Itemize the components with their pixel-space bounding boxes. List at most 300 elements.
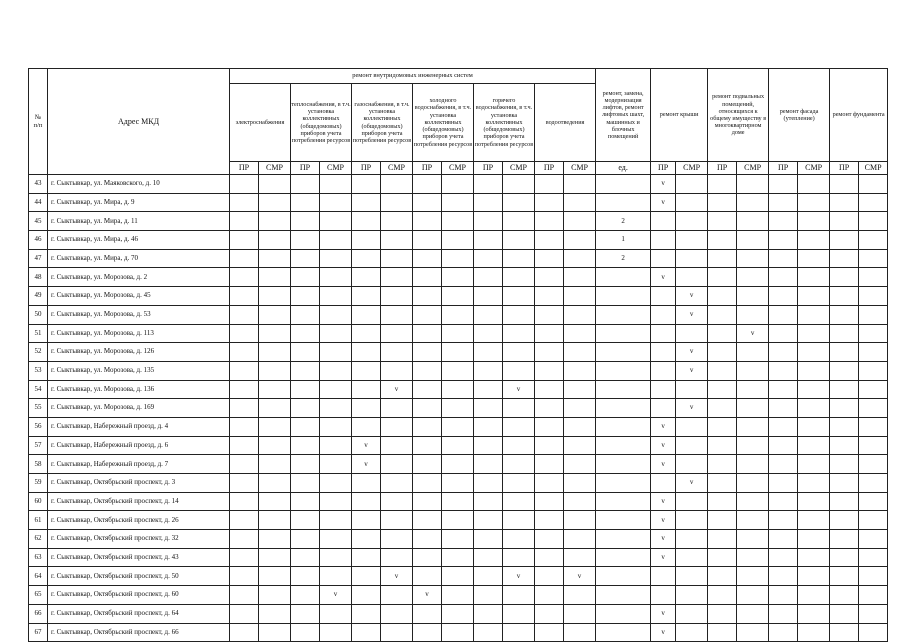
row-cell bbox=[474, 361, 503, 380]
row-cell bbox=[708, 492, 737, 511]
row-address: г. Сыктывкар, Октябрьский проспект, д. 64 bbox=[48, 604, 230, 623]
row-cell bbox=[291, 249, 320, 268]
row-cell bbox=[859, 530, 888, 549]
row-cell bbox=[769, 175, 798, 194]
row-cell bbox=[535, 417, 564, 436]
row-cell bbox=[596, 455, 651, 474]
row-cell bbox=[676, 417, 708, 436]
repair-schedule-table bbox=[28, 68, 888, 642]
row-cell bbox=[381, 511, 413, 530]
row-cell bbox=[798, 324, 830, 343]
subheader-smr: СМР bbox=[798, 162, 830, 175]
row-cell bbox=[737, 380, 769, 399]
row-cell bbox=[564, 604, 596, 623]
row-cell bbox=[676, 548, 708, 567]
row-cell bbox=[798, 361, 830, 380]
row-cell bbox=[859, 474, 888, 493]
row-cell bbox=[291, 604, 320, 623]
row-cell bbox=[291, 193, 320, 212]
row-cell bbox=[259, 511, 291, 530]
row-cell bbox=[320, 193, 352, 212]
subheader-smr: СМР bbox=[503, 162, 535, 175]
row-cell bbox=[596, 380, 651, 399]
row-cell bbox=[413, 231, 442, 250]
row-cell bbox=[859, 455, 888, 474]
row-cell bbox=[564, 474, 596, 493]
row-cell bbox=[859, 343, 888, 362]
row-cell bbox=[830, 417, 859, 436]
row-cell bbox=[442, 548, 474, 567]
row-cell bbox=[596, 567, 651, 586]
row-cell bbox=[535, 361, 564, 380]
row-cell bbox=[352, 492, 381, 511]
subheader-pr: ПР bbox=[830, 162, 859, 175]
row-cell bbox=[503, 455, 535, 474]
row-cell bbox=[769, 305, 798, 324]
row-cell bbox=[737, 530, 769, 549]
row-cell bbox=[230, 417, 259, 436]
row-cell bbox=[320, 268, 352, 287]
row-cell bbox=[352, 287, 381, 306]
subheader-smr: СМР bbox=[381, 162, 413, 175]
row-cell bbox=[474, 511, 503, 530]
row-cell bbox=[651, 305, 676, 324]
row-cell bbox=[708, 212, 737, 231]
row-cell bbox=[503, 530, 535, 549]
header-sewer: водоотведения bbox=[535, 84, 596, 162]
row-cell bbox=[381, 249, 413, 268]
row-cell bbox=[230, 231, 259, 250]
row-cell bbox=[830, 567, 859, 586]
row-address: г. Сыктывкар, Октябрьский проспект, д. 50 bbox=[48, 567, 230, 586]
row-cell bbox=[413, 287, 442, 306]
row-cell bbox=[230, 586, 259, 605]
row-cell bbox=[596, 287, 651, 306]
row-cell bbox=[564, 231, 596, 250]
row-cell bbox=[769, 474, 798, 493]
row-cell bbox=[564, 380, 596, 399]
row-cell bbox=[474, 586, 503, 605]
row-cell bbox=[474, 268, 503, 287]
row-cell bbox=[676, 193, 708, 212]
row-cell bbox=[769, 249, 798, 268]
row-cell bbox=[769, 530, 798, 549]
row-cell bbox=[442, 604, 474, 623]
row-cell: v bbox=[320, 586, 352, 605]
row-cell bbox=[230, 343, 259, 362]
row-number: 51 bbox=[29, 324, 48, 343]
row-cell bbox=[596, 305, 651, 324]
row-cell bbox=[737, 604, 769, 623]
row-cell bbox=[798, 474, 830, 493]
row-cell bbox=[381, 361, 413, 380]
row-cell bbox=[535, 399, 564, 418]
row-cell bbox=[503, 193, 535, 212]
row-cell bbox=[564, 287, 596, 306]
row-cell bbox=[259, 380, 291, 399]
row-cell bbox=[859, 586, 888, 605]
header-heat: теплоснабжения, в т.ч. установка коллективных (общедомовых) приборов учета потребления ресурсов bbox=[291, 84, 352, 162]
row-address: г. Сыктывкар, Октябрьский проспект, д. 43 bbox=[48, 548, 230, 567]
table-row bbox=[29, 361, 888, 380]
row-cell bbox=[564, 175, 596, 194]
row-cell bbox=[413, 511, 442, 530]
row-cell bbox=[535, 324, 564, 343]
row-cell bbox=[442, 436, 474, 455]
row-cell bbox=[596, 343, 651, 362]
row-cell bbox=[798, 380, 830, 399]
row-address: г. Сыктывкар, ул. Морозова, д. 136 bbox=[48, 380, 230, 399]
row-cell: v bbox=[381, 380, 413, 399]
row-cell bbox=[859, 361, 888, 380]
row-cell bbox=[230, 530, 259, 549]
row-cell bbox=[535, 548, 564, 567]
row-cell bbox=[291, 324, 320, 343]
row-cell bbox=[259, 567, 291, 586]
row-cell bbox=[564, 361, 596, 380]
row-cell bbox=[320, 530, 352, 549]
row-cell bbox=[503, 361, 535, 380]
row-cell bbox=[230, 604, 259, 623]
row-cell bbox=[442, 511, 474, 530]
row-cell bbox=[708, 586, 737, 605]
row-cell bbox=[230, 399, 259, 418]
row-cell: v bbox=[651, 623, 676, 642]
row-cell bbox=[676, 567, 708, 586]
row-cell bbox=[676, 231, 708, 250]
row-cell: v bbox=[676, 305, 708, 324]
row-cell bbox=[291, 287, 320, 306]
row-cell bbox=[651, 212, 676, 231]
row-cell bbox=[859, 305, 888, 324]
row-cell bbox=[859, 324, 888, 343]
row-cell: v bbox=[413, 586, 442, 605]
table-row bbox=[29, 305, 888, 324]
row-cell bbox=[352, 380, 381, 399]
row-address: г. Сыктывкар, Октябрьский проспект, д. 60 bbox=[48, 586, 230, 605]
row-number: 48 bbox=[29, 268, 48, 287]
table-row bbox=[29, 436, 888, 455]
row-cell bbox=[381, 436, 413, 455]
row-cell bbox=[503, 343, 535, 362]
row-cell bbox=[830, 474, 859, 493]
row-cell bbox=[503, 511, 535, 530]
header-basement: ремонт подвальных помещений, относящихся к общему имуществу в многоквартирном доме bbox=[708, 69, 769, 162]
row-cell bbox=[737, 623, 769, 642]
row-cell bbox=[320, 287, 352, 306]
header-no: № п/п bbox=[29, 69, 48, 175]
row-cell bbox=[381, 324, 413, 343]
table-body bbox=[29, 175, 888, 642]
table-row bbox=[29, 287, 888, 306]
row-cell bbox=[535, 436, 564, 455]
row-cell bbox=[737, 249, 769, 268]
table-row bbox=[29, 604, 888, 623]
subheader-smr: СМР bbox=[859, 162, 888, 175]
row-cell bbox=[503, 417, 535, 436]
subheader-pr: ПР bbox=[474, 162, 503, 175]
table-row bbox=[29, 567, 888, 586]
subheader-pr: ПР bbox=[291, 162, 320, 175]
row-cell bbox=[259, 175, 291, 194]
row-number: 66 bbox=[29, 604, 48, 623]
row-cell bbox=[708, 567, 737, 586]
row-cell bbox=[381, 492, 413, 511]
row-cell bbox=[474, 548, 503, 567]
row-cell bbox=[413, 492, 442, 511]
row-cell bbox=[676, 623, 708, 642]
row-cell bbox=[320, 623, 352, 642]
row-cell bbox=[859, 380, 888, 399]
row-cell bbox=[708, 604, 737, 623]
row-cell: v bbox=[352, 455, 381, 474]
row-cell bbox=[708, 530, 737, 549]
row-cell bbox=[259, 343, 291, 362]
row-cell bbox=[737, 193, 769, 212]
row-cell bbox=[798, 492, 830, 511]
row-cell bbox=[564, 548, 596, 567]
row-cell bbox=[676, 604, 708, 623]
row-cell bbox=[291, 268, 320, 287]
row-cell bbox=[535, 343, 564, 362]
row-number: 45 bbox=[29, 212, 48, 231]
row-cell bbox=[230, 193, 259, 212]
row-cell bbox=[291, 548, 320, 567]
row-cell bbox=[442, 324, 474, 343]
row-cell bbox=[676, 249, 708, 268]
row-cell bbox=[596, 324, 651, 343]
table-row bbox=[29, 623, 888, 642]
row-cell bbox=[859, 287, 888, 306]
row-cell bbox=[474, 474, 503, 493]
header-gas: газоснабжения, в т.ч. установка коллективных (общедомовых) приборов учета потребления ресурсов bbox=[352, 84, 413, 162]
row-cell bbox=[564, 623, 596, 642]
row-cell bbox=[769, 268, 798, 287]
row-cell bbox=[596, 175, 651, 194]
row-cell bbox=[798, 305, 830, 324]
row-cell bbox=[535, 530, 564, 549]
row-cell bbox=[535, 231, 564, 250]
row-cell bbox=[859, 417, 888, 436]
row-cell bbox=[830, 175, 859, 194]
row-cell bbox=[413, 417, 442, 436]
row-cell bbox=[352, 548, 381, 567]
row-cell bbox=[259, 623, 291, 642]
row-cell bbox=[259, 399, 291, 418]
row-cell bbox=[474, 249, 503, 268]
row-cell bbox=[381, 193, 413, 212]
header-roof: ремонт крыши bbox=[651, 69, 708, 162]
row-cell bbox=[651, 567, 676, 586]
row-cell bbox=[676, 492, 708, 511]
row-cell bbox=[535, 268, 564, 287]
row-address: г. Сыктывкар, Набережный проезд, д. 6 bbox=[48, 436, 230, 455]
row-cell bbox=[413, 249, 442, 268]
row-cell bbox=[259, 268, 291, 287]
row-cell: v bbox=[651, 530, 676, 549]
row-cell bbox=[859, 604, 888, 623]
row-address: г. Сыктывкар, ул. Мира, д. 11 bbox=[48, 212, 230, 231]
table-row bbox=[29, 511, 888, 530]
row-cell bbox=[291, 474, 320, 493]
row-cell bbox=[291, 380, 320, 399]
table-row bbox=[29, 231, 888, 250]
row-cell bbox=[535, 474, 564, 493]
row-cell bbox=[442, 399, 474, 418]
row-cell bbox=[708, 474, 737, 493]
row-cell bbox=[535, 455, 564, 474]
row-cell bbox=[230, 268, 259, 287]
header-facade: ремонт фасада (утепление) bbox=[769, 69, 830, 162]
row-cell bbox=[413, 455, 442, 474]
row-address: г. Сыктывкар, Октябрьский проспект, д. 32 bbox=[48, 530, 230, 549]
row-cell: v bbox=[676, 343, 708, 362]
row-cell bbox=[798, 548, 830, 567]
row-cell: v bbox=[676, 287, 708, 306]
row-cell bbox=[859, 399, 888, 418]
row-cell bbox=[676, 436, 708, 455]
row-cell bbox=[230, 436, 259, 455]
row-cell bbox=[442, 361, 474, 380]
row-number: 49 bbox=[29, 287, 48, 306]
row-cell bbox=[474, 212, 503, 231]
row-cell bbox=[535, 492, 564, 511]
row-cell bbox=[442, 530, 474, 549]
table-row bbox=[29, 492, 888, 511]
row-cell bbox=[442, 586, 474, 605]
row-cell bbox=[830, 511, 859, 530]
row-cell bbox=[596, 474, 651, 493]
row-cell bbox=[413, 623, 442, 642]
row-cell bbox=[442, 212, 474, 231]
row-cell bbox=[859, 623, 888, 642]
row-cell bbox=[503, 623, 535, 642]
row-number: 58 bbox=[29, 455, 48, 474]
row-cell bbox=[535, 586, 564, 605]
row-cell bbox=[381, 175, 413, 194]
row-cell bbox=[830, 455, 859, 474]
table-row bbox=[29, 175, 888, 194]
row-cell bbox=[564, 511, 596, 530]
row-cell bbox=[442, 380, 474, 399]
row-cell bbox=[798, 436, 830, 455]
subheader-smr: СМР bbox=[676, 162, 708, 175]
row-cell bbox=[259, 604, 291, 623]
row-cell bbox=[651, 380, 676, 399]
row-cell bbox=[798, 212, 830, 231]
row-cell bbox=[291, 399, 320, 418]
row-cell bbox=[859, 268, 888, 287]
row-cell bbox=[708, 268, 737, 287]
row-cell bbox=[676, 212, 708, 231]
row-number: 43 bbox=[29, 175, 48, 194]
row-cell bbox=[769, 586, 798, 605]
subheader-pr: ПР bbox=[769, 162, 798, 175]
row-cell bbox=[230, 212, 259, 231]
row-cell bbox=[442, 305, 474, 324]
row-cell bbox=[564, 193, 596, 212]
row-cell bbox=[830, 324, 859, 343]
row-cell: v bbox=[651, 604, 676, 623]
row-cell bbox=[651, 586, 676, 605]
subheader-smr: СМР bbox=[320, 162, 352, 175]
row-cell bbox=[737, 212, 769, 231]
row-cell bbox=[564, 268, 596, 287]
row-cell bbox=[442, 231, 474, 250]
row-cell bbox=[830, 361, 859, 380]
row-address: г. Сыктывкар, ул. Мира, д. 46 bbox=[48, 231, 230, 250]
row-cell bbox=[535, 249, 564, 268]
row-cell bbox=[320, 324, 352, 343]
row-cell bbox=[596, 492, 651, 511]
row-cell bbox=[830, 268, 859, 287]
row-cell bbox=[676, 175, 708, 194]
row-cell bbox=[769, 193, 798, 212]
table-row bbox=[29, 268, 888, 287]
row-cell bbox=[564, 492, 596, 511]
row-cell bbox=[230, 324, 259, 343]
row-cell: v bbox=[651, 436, 676, 455]
row-cell: v bbox=[503, 567, 535, 586]
row-cell bbox=[230, 511, 259, 530]
table-row bbox=[29, 249, 888, 268]
row-cell bbox=[564, 417, 596, 436]
row-cell bbox=[651, 343, 676, 362]
row-cell bbox=[503, 305, 535, 324]
row-cell bbox=[230, 380, 259, 399]
row-cell bbox=[708, 399, 737, 418]
row-cell: v bbox=[651, 455, 676, 474]
row-number: 50 bbox=[29, 305, 48, 324]
row-cell bbox=[830, 399, 859, 418]
row-cell: v bbox=[381, 567, 413, 586]
row-cell bbox=[291, 212, 320, 231]
row-cell bbox=[596, 623, 651, 642]
row-cell bbox=[320, 492, 352, 511]
header-electric: электроснабжения bbox=[230, 84, 291, 162]
row-address: г. Сыктывкар, ул. Морозова, д. 113 bbox=[48, 324, 230, 343]
row-cell bbox=[769, 361, 798, 380]
row-cell bbox=[596, 548, 651, 567]
table-row bbox=[29, 343, 888, 362]
row-cell bbox=[413, 399, 442, 418]
row-cell bbox=[859, 212, 888, 231]
row-cell bbox=[737, 586, 769, 605]
row-cell bbox=[320, 511, 352, 530]
row-cell bbox=[596, 586, 651, 605]
row-cell bbox=[830, 436, 859, 455]
table-row bbox=[29, 548, 888, 567]
header-cold-water: холодного водоснабжения, в т.ч. установка коллективных (общедомовых) приборов учета потребления ресурсов bbox=[413, 84, 474, 162]
row-cell bbox=[503, 492, 535, 511]
row-cell bbox=[564, 530, 596, 549]
row-cell bbox=[564, 436, 596, 455]
row-cell bbox=[381, 604, 413, 623]
row-address: г. Сыктывкар, ул. Морозова, д. 169 bbox=[48, 399, 230, 418]
row-cell bbox=[535, 212, 564, 231]
row-cell bbox=[708, 193, 737, 212]
row-cell bbox=[708, 511, 737, 530]
row-cell bbox=[769, 511, 798, 530]
table-row bbox=[29, 380, 888, 399]
row-cell bbox=[859, 249, 888, 268]
row-cell bbox=[708, 231, 737, 250]
row-cell bbox=[259, 287, 291, 306]
row-cell bbox=[259, 324, 291, 343]
row-cell bbox=[535, 305, 564, 324]
row-cell bbox=[737, 268, 769, 287]
row-cell bbox=[859, 193, 888, 212]
